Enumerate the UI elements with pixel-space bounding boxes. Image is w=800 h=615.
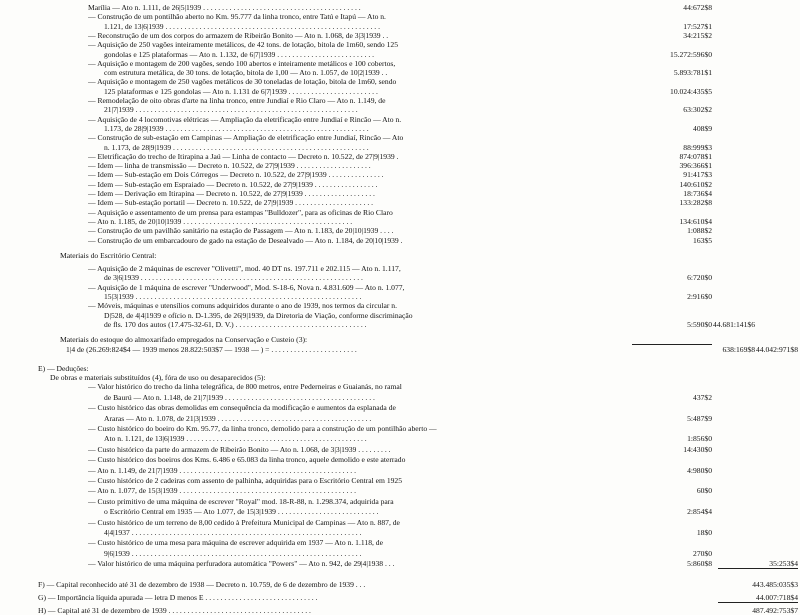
section-heading: Materiais do Escritório Central:	[60, 250, 157, 260]
entry-value: 2:916$0	[687, 292, 712, 301]
final-line: G) — Importância líquida apurada — letra D menos E . . . . . . . . . . . . . . . . . . . . . . . . . . . . . .	[38, 592, 318, 602]
section-heading: E) — Deduções:	[38, 363, 89, 373]
section-subheading: De obras e materiais substituídos (4), fóra de uso ou desaparecidos (5):	[50, 373, 266, 383]
entry-value: 15.272:596$0	[670, 49, 712, 59]
entry-value: 1:088$2	[687, 226, 712, 236]
entry-value: 638:169$8	[722, 344, 755, 354]
entry-value: 5:590$0	[687, 319, 712, 329]
entry-line: — Valor histórico de uma máquina perfuradora automática "Powers" — Ato n. 942, de 29|4|1938 . . .	[88, 559, 395, 569]
entry-line: — Reconstrução de um dos corpos do armazem de Ribeirão Bonito — Ato n. 1.068, de 3|3|1939 . .	[88, 30, 389, 40]
entry-line: — Custo histórico dos boeiros dos Kms. 6.486 e 65.083 da linha tronco, aquele demolido e este aterrado	[88, 455, 406, 465]
entry-line: — Aquisição de 2 máquinas de escrever "Olivetti", mod. 40 DT ns. 197.711 e 202.115 — Ato n. 1.117,	[88, 264, 401, 274]
total-value: 44.042:971$8	[756, 344, 798, 354]
entry-line: de fls. 170 dos autos (17.475-32-61, D. V.) . . . . . . . . . . . . . . . . . . . . . . . . . . . . . . . . . . .	[104, 319, 367, 329]
entry-line: — Aquisição e assentamento de um prensa para estampas "Bulldozer", para as oficinas de Rio Claro	[88, 207, 393, 217]
entry-line: n. 1.173, de 28|9|1939 . . . . . . . . . . . . . . . . . . . . . . . . . . . . . . . . . . . . . . . . . . . . . . . . . . . .	[104, 142, 369, 152]
entry-value: 270$0	[693, 548, 712, 558]
entry-line: — Construção de sub-estação em Campinas — Ampliação de eletrificação entre Jundiaí, Rincão — Ato	[88, 133, 404, 143]
entry-value: 91:417$3	[683, 170, 712, 180]
entry-value: 163$5	[693, 235, 712, 245]
final-value: 487.492:753$7	[752, 606, 798, 615]
entry-line: 21|7|1939 . . . . . . . . . . . . . . . . . . . . . . . . . . . . . . . . . . . . . . . . . . . . . . . . . . . . . . . . . . .	[104, 105, 358, 115]
entry-line: de Baurú — Ato n. 1.148, de 21|7|1939 . . . . . . . . . . . . . . . . . . . . . . . . . . . . . . . . . . . . . . . .	[104, 392, 375, 402]
entry-value: 18:736$4	[683, 189, 712, 198]
entry-line: gondolas e 125 plataformas — Ato n. 1.132, de 6|7|1939 . . . . . . . . . . . . . . . . . . . . . . . . . .	[104, 49, 375, 59]
entry-line: — Aquisição e montagem de 250 vagões metálicos de 30 toneladas de lotação, bitola de 1m60, sendo	[88, 77, 397, 87]
entry-line: — Idem — linha de transmissão — Decreto n. 10.522, de 27|9|1939 . . . . . . . . . . . . . . . . . . . .	[88, 161, 371, 171]
entry-line: — Aquisição de 1 máquina de escrever "Underwood", Mod. S-18-6, Nova n. 4.831.609 — Ato n. 1.077,	[88, 282, 405, 292]
entry-line: — Custo histórico de 2 cadeiras com assento de palhinha, adquiridas para o Escritório Central em 1925	[88, 476, 403, 485]
entry-line: — Idem — Sub-estação em Dois Córregos — Decreto n. 10.522, de 27|9|1939 . . . . . . . . . . . . . . .	[88, 170, 384, 180]
entry-line: 4|4|1937 . . . . . . . . . . . . . . . . . . . . . . . . . . . . . . . . . . . . . . . . . . . . . . . . . . . . . . . . . . . . .	[104, 528, 362, 537]
entry-value: 44:672$8	[683, 3, 712, 12]
entry-line: 1|4 de (26.269:824$4 — 1939 menos 28.822:503$7 — 1938 — ) = . . . . . . . . . . . . . . . . . . . . . . .	[66, 344, 357, 354]
entry-value: 88:999$3	[683, 142, 712, 152]
entry-line: — Custo histórico do boeiro do Km. 95.77, da linha tronco, demolido para a construção de um pontilhão aberto —	[88, 424, 437, 433]
entry-line: — Construção de um pavilhão sanitário na estação de Passagem — Ato n. 1.183, de 20|10|1939 . . . .	[88, 226, 394, 236]
entry-value: 34:215$2	[683, 30, 712, 40]
entry-line: o Escritório Central em 1935 — Ato 1.077, de 15|3|1939 . . . . . . . . . . . . . . . . . . . . . . . . . . .	[104, 507, 379, 517]
entry-line: — Custo histórico de uma mesa para máquina de escrever adquirida em 1937 — Ato n. 1.118, de	[88, 538, 383, 548]
entry-value: 5.893:781$1	[673, 68, 712, 78]
entry-line: — Remodelação de oito obras d'arte na linha tronco, entre Jundiaí e Rio Claro — Ato n. 1.149, de	[88, 96, 386, 105]
entry-line: 125 plataformas e 125 gondolas — Ato n. 1.131 de 6|7|1939 . . . . . . . . . . . . . . . . . . . . . . . .	[104, 86, 378, 96]
final-value: 44.007:718$4	[756, 592, 798, 602]
entry-line: — Ato n. 1.149, de 21|7|1939 . . . . . . . . . . . . . . . . . . . . . . . . . . . . . . . . . . . . . . . . . . . . . . .	[88, 465, 356, 475]
entry-value: 14:430$0	[683, 444, 712, 454]
entry-line: — Ato n. 1.185, de 20|10|1939 . . . . . . . . . . . . . . . . . . . . . . . . . . . . . . . . . . . . . . . . . . . . .	[88, 216, 353, 226]
final-value: 443.485:035$3	[752, 579, 798, 589]
entry-line: Ato n. 1.121, de 13|6|1939 . . . . . . . . . . . . . . . . . . . . . . . . . . . . . . . . . . . . . . . . . . . . . . . .	[104, 434, 367, 444]
entry-value: 6:720$0	[687, 273, 712, 283]
final-line: F) — Capital reconhecido até 31 de dezembro de 1938 — Decreto n. 10.759, de 6 de dezembro de 1939 . . .	[38, 579, 366, 589]
total-value: 35:253$4	[769, 559, 798, 569]
entry-line: 9|6|1939 . . . . . . . . . . . . . . . . . . . . . . . . . . . . . . . . . . . . . . . . . . . . . . . . . . . . . . . . . . . . .	[104, 548, 362, 558]
entry-line: com estrutura metálica, de 30 tons. de lotação, bitola de 1,00 — Ato n. 1.057, de 10|2|1939 . .	[104, 68, 388, 78]
entry-line: de 3|6|1939 . . . . . . . . . . . . . . . . . . . . . . . . . . . . . . . . . . . . . . . . . . . . . . . . . . . . . . . . . . .	[104, 273, 363, 283]
entry-value: 5:487$9	[687, 413, 712, 423]
entry-value: 140:610$2	[679, 179, 712, 189]
entry-line: — Ato n. 1.077, de 15|3|1939 . . . . . . . . . . . . . . . . . . . . . . . . . . . . . . . . . . . . . . . . . . . . . . .	[88, 486, 356, 496]
entry-line: — Idem — Derivação em Itirapina — Decreto n. 10.522, de 27|9|1939 . . . . . . . . . . . . . . . . . . .	[88, 189, 375, 198]
entry-value: 437$2	[693, 392, 712, 402]
entry-value: 60$0	[696, 486, 712, 496]
entry-line: — Móveis, máquinas e utensílios comuns adquiridos durante o ano de 1939, nos termos da circular n.	[88, 301, 397, 311]
entry-line: 1.121, de 13|6|1939 . . . . . . . . . . . . . . . . . . . . . . . . . . . . . . . . . . . . . . . . . . . . . . . . . . . . . . . . .	[104, 21, 380, 31]
entry-line: — Custo histórico das obras demolidas em consequência da modificação e aumentos da esplanada de	[88, 403, 396, 413]
entry-line: — Aquisição de 4 locomotivas elétricas — Ampliação da eletrificação entre Jundiaí e Rincão — Ato n.	[88, 114, 402, 124]
entry-line: — Aquisição e montagem de 200 vagões, sendo 100 abertos e inteiramente metálicos e 100 cobertos,	[88, 58, 396, 68]
entry-line: — Custo primitivo de uma máquina de escrever "Royal" mod. 18-R-88, n. 1.298.374, adquirida para	[88, 496, 394, 506]
entry-line: Marília — Ato n. 1.111, de 26|5|1939 . . . . . . . . . . . . . . . . . . . . . . . . . . . . . . . . . . . . . . . . . .	[88, 3, 361, 12]
entry-line: — Valor histórico do trecho da linha telegráfica, de 800 metros, entre Pederneiras e Guaianás, no ramal	[88, 382, 402, 392]
entry-value: 17:527$1	[683, 21, 712, 31]
section-heading: Materiais do estoque do almoxarifado empregados na Conservação e Custeio (3):	[60, 335, 308, 345]
entry-value: 1:856$0	[687, 434, 712, 444]
entry-value: 133:282$8	[679, 198, 712, 208]
entry-line: Araras — Ato n. 1.078, de 21|3|1939 . . . . . . . . . . . . . . . . . . . . . . . . . . . . . . . . . . . . . . . . .	[104, 413, 372, 423]
entry-value: 408$9	[693, 123, 712, 133]
entry-line: — Aquisição de 250 vagões inteiramente metálicos, de 42 tons. de lotação, bitola de 1m60, sendo 125	[88, 40, 399, 50]
entry-value: 874:078$1	[679, 151, 712, 161]
entry-line: — Idem — Sub-estação portatil — Decreto n. 10.522, de 27|9|1939 . . . . . . . . . . . . . . . . . . . . .	[88, 198, 374, 208]
entry-value: 10.024:435$5	[670, 86, 712, 96]
entry-value: 63:302$2	[683, 105, 712, 115]
entry-line: — Construção de um embarcadouro de gado na estação de Desealvado — Ato n. 1.184, de 20|10|1939 .	[88, 235, 403, 245]
entry-value: 4:980$0	[687, 465, 712, 475]
entry-line: — Eletrificação do trecho de Itirapina a Jaú — Linha de contacto — Decreto n. 10.522, de 27|9|1939 .	[88, 151, 399, 161]
entry-value: 18$0	[696, 528, 712, 537]
entry-line: — Construção de um pontilhão aberto no Km. 95.777 da linha tronco, entre Tatú e Itapú — Ato n.	[88, 12, 386, 22]
entry-value: 134:610$4	[679, 216, 712, 226]
entry-value: 396:366$1	[679, 161, 712, 171]
entry-value: 5:860$8	[687, 559, 712, 569]
column-rule	[718, 568, 798, 569]
entry-line: — Custo histórico de um terreno de 8,00 cedido à Prefeitura Municipal de Campinas — Ato n. 887, de	[88, 517, 400, 527]
column-rule	[718, 602, 798, 603]
entry-line: 15|3|1939 . . . . . . . . . . . . . . . . . . . . . . . . . . . . . . . . . . . . . . . . . . . . . . . . . . . . . . . . . . . .	[104, 292, 362, 301]
entry-value: 2:854$4	[687, 507, 712, 517]
entry-line: 1.173, de 28|9|1939 . . . . . . . . . . . . . . . . . . . . . . . . . . . . . . . . . . . . . . . . . . . . . . . . . . . . . .	[104, 123, 369, 133]
final-line: H) — Capital até 31 de dezembro de 1939 . . . . . . . . . . . . . . . . . . . . . . . . . . . . . . . . . . . . . .	[38, 606, 311, 615]
subtotal-value: 44.681:141$6	[713, 319, 755, 329]
entry-line: — Custo histórico da parte do armazem de Ribeirão Bonito — Ato n. 1.068, de 3|3|1939 . . . . . . . . .	[88, 444, 391, 454]
entry-line: D|528, de 4|4|1939 e ofício n. D-1.395, de 26|9|1939, da Diretoria de Viação, conforme discriminação	[104, 310, 413, 320]
entry-line: — Idem — Sub-estação em Espraiado — Decreto n. 10.522, de 27|9|1939 . . . . . . . . . . . . . . . . .	[88, 179, 378, 189]
